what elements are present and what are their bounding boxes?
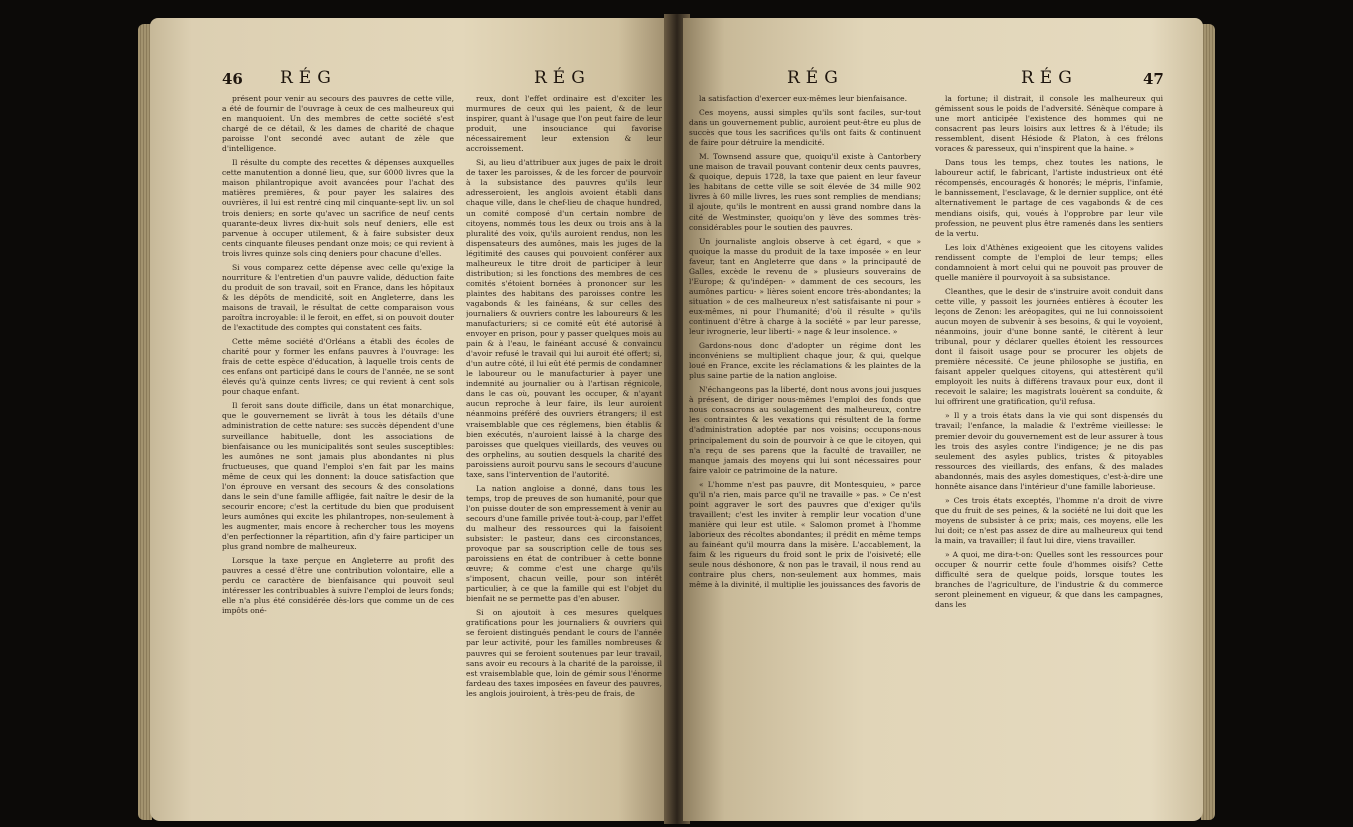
paragraph: Si on ajoutoit à ces mesures quelques gratifications pour les journaliers & ouvriers qui se feroient distingués pendant le cours de l'année par leur activité, pour les familles nombreuses & pauvres qui se feroient soutenues par leur travail, sans avoir eu recours à la charité de la paroisse, il est vraisemblable que, loin de gémir sous l'énorme fardeau des taxes imposées en faveur des pauvres, les anglois jouiroient, à très-peu de frais, de xyxy=(466,608,662,698)
paragraph: Si vous comparez cette dépense avec celle qu'exige la nourriture & l'entretien d'un pauvre valide, déduction faite du produit de son travail, soit en France, dans les hôpitaux & les dépôts de mendicité, soit en Angleterre, dans les maisons de travail, le résultat de cette comparaison vous paroîtra incroyable: il le feroit, en effet, si on pouvoit douter de l'exactitude des comptes qui constatent ces faits. xyxy=(222,262,454,333)
paragraph: Gardons-nous donc d'adopter un régime dont les inconvéniens se multiplient chaque jour, & qui, quelque loué en France, excite les réclamations & les plaintes de la plus saine partie de la nation angloise. xyxy=(689,341,921,381)
paragraph: » Il y a trois états dans la vie qui sont dispensés du travail; l'enfance, la maladie & l'extrême vieillesse: le premier devoir du gouvernement est de leur assurer à tous les trois des asyles contre l'indigence; je ne dis pas seulement des asyles publics, tristes & pitoyables ressources des vieillards, des enfans, & des malades abandonnés, mais des asyles domestiques, c'est-à-dire une honnête aisance dans l'intérieur d'une famille laborieuse. xyxy=(935,411,1163,491)
paragraph: la fortune; il distrait, il console les malheureux qui gémissent sous le poids de l'adversité. Sénèque compare à une mort anticipée l'existence des hommes qui ne consacrent pas leurs loisirs aux lettres & à l'étude; ils ressemblent, disent Hésiode & Platon, à ces frélons voraces & paresseux, qui n'inspirent que la haine. » xyxy=(935,94,1163,154)
paragraph: Si, au lieu d'attribuer aux juges de paix le droit de taxer les paroisses, & de les forcer de pourvoir à la subsistance des pauvres qu'ils leur adresseroient, les anglois avoient établi dans chaque ville, dans le chef-lieu de chaque hundred, un comité composé d'un certain nombre de citoyens, nommés tous les deux ou trois ans à la pluralité des voix, qu'ils auroient rendus, non les dispensateurs des aumônes, mais les juges de la légitimité des causes qui pouvoient conférer aux malheureux le titre droit de participer à leur distribution; si les fonctions des membres de ces comités s'étoient bornées à prononcer sur les plaintes des habitans des paroisses contre les vagabonds & les fainéans, & sur celles des journaliers & ouvriers contre les laboureurs & les manufacturiers; si ce comité eût été autorisé à envoyer en prison, pour y passer quelques mois au pain & à l'eau, le fainéant accusé & convaincu d'avoir refusé le travail qui lui auroit été offert; si, d'un autre côté, il lui eût été permis de condamner le laboureur ou le manufacturier à payer une indemnité au journalier ou à l'artisan régnicole, dans le cas où, pouvant les occuper, & n'ayant aucun reproche à leur faire, ils leur auroient néanmoins préféré des ouvriers étrangers; il est vraisemblable que ces réglemens, bien établis & bien exécutés, n'auroient laissé à la charge des paroisses que quelques vieillards, des veuves ou des orphelins, au soutien desquels la charité des paroissiens auroit pourvu sans le secours d'aucune taxe, sans l'intervention de l'autorité. xyxy=(466,158,662,479)
text-column-1 xyxy=(222,94,454,814)
running-header-right-page xyxy=(683,68,1203,92)
paragraph: M. Townsend assure que, quoiqu'il existe à Cantorbery une maison de travail pouvant contenir deux cents pauvres, & quoique, depuis 1728, la taxe que paient en leur faveur les habitans de cette ville se soit élevée de 34 mille 902 livres à 60 mille livres, les rues sont remplies de mendians; il ajoute, qu'ils le montrent en aussi grand nombre dans la cité de Westminster, quoiqu'on y lève des sommes très-considérables pour le soutien des pauvres. xyxy=(689,152,921,232)
text-column-1 xyxy=(689,94,921,814)
running-head-left: RÉG xyxy=(280,68,337,88)
paragraph: Cette même société d'Orléans a établi des écoles de charité pour y former les enfans pauvres à l'ouvrage: les frais de cette espèce d'éducation, à laquelle trois cents de ces enfans ont participé dans le cours de l'année, ne se sont élevés qu'à quinze cents livres; ce qui revient à cent sols pour chaque enfant. xyxy=(222,337,454,397)
right-page xyxy=(683,18,1203,821)
paragraph: présent pour venir au secours des pauvres de cette ville, a été de fournir de l'ouvrage à ceux de ces malheureux qui en manquoient. Un des membres de cette société s'est chargé de ce détail, & les dames de charité de chaque paroisse l'ont secondé avec autant de zèle que d'intelligence. xyxy=(222,94,454,154)
page-edges-right xyxy=(1201,24,1215,820)
paragraph: Il feroit sans doute difficile, dans un état monarchique, que le gouvernement se livrât à tous les détails d'une administration de cette nature: ses succès dépendent d'une surveillance habituelle, dont les associations de bienfaisance ou les municipalités sont seules susceptibles: les aumônes ne sont jamais plus abondantes ni plus fructueuses, que quand l'emploi s'en fait par les mains même de ceux qui les donnent: la douce satisfaction que l'on éprouve en versant des secours & des consolations dans le sein d'une famille affligée, fait naître le desir de la secourir encore; c'est la certitude du bien que produisent leurs aumônes qui excite les philantropes, non-seulement à les augmenter, mais encore à rechercher tous les moyens d'en perfectionner la répartition, afin d'y faire participer un plus grand nombre de malheureux. xyxy=(222,401,454,552)
paragraph: Lorsque la taxe perçue en Angleterre au profit des pauvres a cessé d'être une contribution volontaire, elle a perdu ce caractère de bienfaisance qui pouvoit seul intéresser les contribuables à suivre l'emploi de leurs fonds; elle n'a plus été considérée dès-lors que comme un de ces impôts oné- xyxy=(222,556,454,616)
running-head-left: RÉG xyxy=(787,68,844,88)
paragraph: Ces moyens, aussi simples qu'ils sont faciles, sur-tout dans un gouvernement public, auroient peut-être eu plus de succès que tous les sacrifices qu'ils ont faits & continuent de faire pour détruire la mendicité. xyxy=(689,108,921,148)
page-number: 47 xyxy=(1143,70,1164,88)
paragraph: reux, dont l'effet ordinaire est d'exciter les murmures de ceux qui les paient, & de leur inspirer, quant à l'usage que l'on peut faire de leur produit, une insouciance qui favorise nécessairement leur extension & leur accroissement. xyxy=(466,94,662,154)
paragraph: La nation angloise a donné, dans tous les temps, trop de preuves de son humanité, pour que l'on puisse douter de son empressement à venir au secours d'une famille privée tout-à-coup, par l'effet du malheur des ressources qui la faisoient subsister: le pasteur, dans ces circonstances, provoque par sa souscription celle de tous ses paroissiens en état de contribuer à cette bonne œuvre; & comme c'est une charge qu'ils s'imposent, chacun veille, pour son intérêt particulier, à ce que la famille qui est l'objet du bienfait ne se permette pas d'en abuser. xyxy=(466,483,662,604)
paragraph: Il résulte du compte des recettes & dépenses auxquelles cette manutention a donné lieu, que, sur 6000 livres que la maison philantropique avoit avancées pour l'achat des matières premières, & pour payer les salaires des ouvrières, il lui est rentré cinq mil cinquante-sept liv. un sol trois deniers; en sorte qu'avec un sacrifice de neuf cents quarante-deux livres dix-huit sols neuf deniers, elle est parvenue à occuper utilement, & à faire subsister deux cents cinquante fileuses pendant onze mois; ce qui revient à trois livres quinze sols cinq deniers pour chacune d'elles. xyxy=(222,158,454,258)
left-page xyxy=(150,18,670,821)
paragraph: N'échangeons pas la liberté, dont nous avons joui jusques à présent, de diriger nous-mêmes l'emploi des fonds que nous consacrons au soulagement des malheureux, contre les contraintes & les vexations qui résultent de la forme d'administration adoptée par nos voisins; occupons-nous principalement du soin de pourvoir à ce que le citoyen, qui n'a reçu de ses parens que la faculté de travailler, ne manque jamais des moyens qui lui sont nécessaires pour faire valoir ce patrimoine de la nature. xyxy=(689,385,921,475)
running-head-right: RÉG xyxy=(1021,68,1078,88)
paragraph: Un journaliste anglois observe à cet égard, « que » quoique la masse du produit de la taxe imposée » en leur faveur, tant en Angleterre que dans » la principauté de Galles, excède le revenu de » plusieurs souverains de l'Europe; & qu'indépen- » damment de ces secours, les aumônes particu- » lières soient encore très-abondantes; la situation » de ces malheureux n'est satisfaisante ni pour » eux-mêmes, ni pour l'humanité; d'où il résulte » qu'ils continuent d'être à charge à la société » par leur paresse, leur ivrognerie, leur liberti- » nage & leur insolence. » xyxy=(689,236,921,337)
running-header-left-page xyxy=(150,68,670,92)
text-column-2 xyxy=(466,94,662,814)
paragraph: Cleanthes, que le desir de s'instruire avoit conduit dans cette ville, y passoit les journées entières à écouter les leçons de Zenon: les aréopagites, qui ne lui connoissoient aucun moyen de subvenir à ses besoins, & qui le voyoient, néanmoins, jouir d'une bonne santé, le citèrent à leur tribunal, pour y déclarer quelles étoient les ressources dont il faisoit usage pour se procurer les objets de première nécessité. Ce jeune philosophe se justifia, en faisant appeler quelques citoyens, qui attestèrent qu'il employoit les nuits à différens travaux pour eux, dont il recevoit le salaire; les magistrats louèrent sa conduite, & lui offrirent une gratification, qu'il refusa. xyxy=(935,286,1163,407)
paragraph: » A quoi, me dira-t-on: Quelles sont les ressources pour occuper & nourrir cette foule d'hommes oisifs? Cette difficulté sera de quelque poids, lorsque toutes les branches de l'agriculture, de l'industrie & du commerce seront pleinement en vigueur, & que dans les campagnes, dans les xyxy=(935,550,1163,610)
text-column-2 xyxy=(935,94,1163,814)
paragraph: Les loix d'Athènes exigeoient que les citoyens valides rendissent compte de l'emploi de leur temps; elles condamnoient à mort celui qui ne pouvoit pas prouver de quelle manière il pourvoyoit à sa subsistance. xyxy=(935,242,1163,282)
paragraph: Dans tous les temps, chez toutes les nations, le laboureur actif, le fabricant, l'artiste industrieux ont été récompensés, encouragés & honorés; le mépris, l'infamie, le bannissement, l'esclavage, & le dernier supplice, ont été alternativement le partage de ces vagabonds & de ces mendians oisifs, qui, voués à l'opprobre par leur vile profession, ne peuvent plus être ramenés dans les sentiers de la vertu. xyxy=(935,158,1163,238)
running-head-right: RÉG xyxy=(534,68,591,88)
page-number: 46 xyxy=(222,70,243,88)
paragraph: « L'homme n'est pas pauvre, dit Montesquieu, » parce qu'il n'a rien, mais parce qu'il ne travaille » pas. » Ce n'est point aggraver le sort des pauvres que d'exiger qu'ils travaillent; c'est les inviter à remplir leur vocation d'une manière qui leur est utile. « Salomon promet à l'homme laborieux des récoltes abondantes; il prédit en même temps au fainéant qu'il mourra dans la misère. L'accablement, la faim & les rigueurs du froid sont le prix de l'oisiveté; elle seule nous déshonore, & non pas le travail, il nous rend au contraire plus chers, non-seulement aux hommes, mais même à la divinité, il multiplie les jouissances des favoris de xyxy=(689,479,921,590)
paragraph: la satisfaction d'exercer eux-mêmes leur bienfaisance. xyxy=(699,94,908,103)
paragraph: » Ces trois états exceptés, l'homme n'a droit de vivre que du fruit de ses peines, & la société ne lui doit que les moyens de subsister à ce prix; mais, ces moyens, elle les lui doit; ce n'est pas assez de dire au malheureux qui tend la main, va travailler; il faut lui dire, viens travailler. xyxy=(935,495,1163,545)
